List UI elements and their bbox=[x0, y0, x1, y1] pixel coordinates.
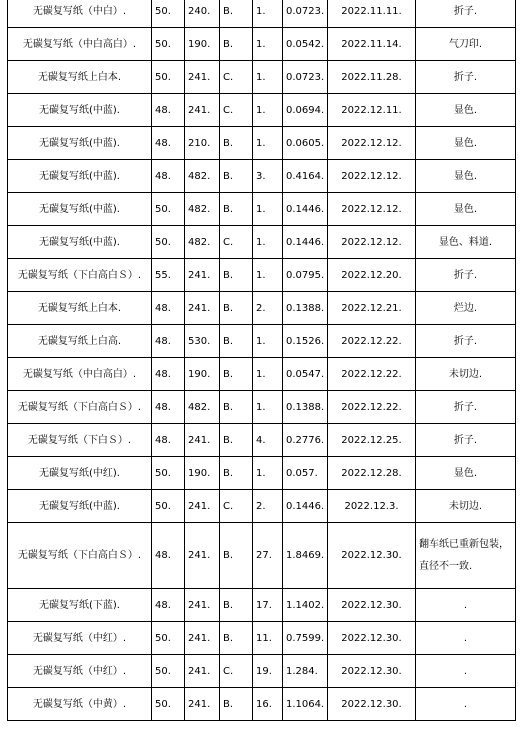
width-cell: 482. bbox=[185, 193, 220, 226]
width-cell: 241. bbox=[185, 61, 220, 94]
grade-cell: B. bbox=[220, 0, 253, 28]
width-cell: 241. bbox=[185, 688, 220, 721]
amount-cell: 0.1446. bbox=[283, 193, 328, 226]
table-row bbox=[8, 457, 516, 490]
quantity-cell: 1. bbox=[253, 28, 283, 61]
grade-cell: B. bbox=[220, 127, 253, 160]
grade-cell: B. bbox=[220, 28, 253, 61]
amount-cell: 0.0605. bbox=[283, 127, 328, 160]
grade-cell: B. bbox=[220, 325, 253, 358]
grade-cell: C. bbox=[220, 61, 253, 94]
product-name-cell: 无碳复写纸(下蓝). bbox=[8, 589, 152, 622]
width-cell: 482. bbox=[185, 160, 220, 193]
remark-cell bbox=[416, 358, 516, 391]
product-name-cell: 无碳复写纸（中黄）. bbox=[8, 688, 152, 721]
grade-cell: C. bbox=[220, 655, 253, 688]
quantity-cell: 1. bbox=[253, 457, 283, 490]
amount-cell: 0.2776. bbox=[283, 424, 328, 457]
grade-cell: C. bbox=[220, 94, 253, 127]
weight-cell: 50. bbox=[152, 193, 185, 226]
remark-cell bbox=[416, 61, 516, 94]
date-cell: 2022.12.22. bbox=[328, 391, 416, 424]
remark-cell bbox=[416, 622, 516, 655]
width-cell: 190. bbox=[185, 358, 220, 391]
quantity-cell: 19. bbox=[253, 655, 283, 688]
width-cell: 241. bbox=[185, 424, 220, 457]
date-cell: 2022.12.12. bbox=[328, 226, 416, 259]
amount-cell: 1.1064. bbox=[283, 688, 328, 721]
product-name-cell: 无碳复写纸（中红）. bbox=[8, 655, 152, 688]
remark-line: 未切边. bbox=[448, 500, 483, 512]
remark-line: 显色. bbox=[453, 203, 478, 215]
product-name-cell: 无碳复写纸上白本. bbox=[8, 61, 152, 94]
product-name-cell: 无碳复写纸（中白）. bbox=[8, 0, 152, 28]
product-name-cell: 无碳复写纸（下白Ｓ）. bbox=[8, 424, 152, 457]
quantity-cell: 1. bbox=[253, 325, 283, 358]
table-row bbox=[8, 127, 516, 160]
amount-cell: 0.0547. bbox=[283, 358, 328, 391]
quantity-cell: 1. bbox=[253, 127, 283, 160]
grade-cell: B. bbox=[220, 589, 253, 622]
weight-cell: 50. bbox=[152, 655, 185, 688]
grade-cell: B. bbox=[220, 358, 253, 391]
date-cell: 2022.12.28. bbox=[328, 457, 416, 490]
table-row bbox=[8, 589, 516, 622]
amount-cell: 0.0795. bbox=[283, 259, 328, 292]
weight-cell: 48. bbox=[152, 391, 185, 424]
remark-line: . bbox=[463, 632, 468, 644]
weight-cell: 48. bbox=[152, 127, 185, 160]
grade-cell: B. bbox=[220, 391, 253, 424]
product-name-cell: 无碳复写纸（中红）. bbox=[8, 622, 152, 655]
amount-cell: 1.8469. bbox=[283, 523, 328, 589]
remark-line: 显色. bbox=[453, 170, 478, 182]
remark-line: 折子. bbox=[453, 71, 478, 83]
table-row bbox=[8, 325, 516, 358]
remark-line: 显色、料道. bbox=[438, 236, 493, 248]
width-cell: 190. bbox=[185, 28, 220, 61]
date-cell: 2022.12.30. bbox=[328, 622, 416, 655]
remark-cell bbox=[416, 292, 516, 325]
remark-cell bbox=[416, 94, 516, 127]
quantity-cell: 4. bbox=[253, 424, 283, 457]
width-cell: 240. bbox=[185, 0, 220, 28]
remark-cell bbox=[416, 391, 516, 424]
table-body bbox=[8, 0, 516, 721]
grade-cell: B. bbox=[220, 688, 253, 721]
product-name-cell: 无碳复写纸（中白高白）. bbox=[8, 28, 152, 61]
amount-cell: 0.1446. bbox=[283, 490, 328, 523]
weight-cell: 48. bbox=[152, 94, 185, 127]
quantity-cell: 27. bbox=[253, 523, 283, 589]
product-name-cell: 无碳复写纸上白高. bbox=[8, 325, 152, 358]
quantity-cell: 1. bbox=[253, 226, 283, 259]
quantity-cell: 1. bbox=[253, 61, 283, 94]
width-cell: 241. bbox=[185, 655, 220, 688]
quantity-cell: 17. bbox=[253, 589, 283, 622]
remark-line: 折子. bbox=[453, 335, 478, 347]
width-cell: 241. bbox=[185, 292, 220, 325]
quantity-cell: 1. bbox=[253, 0, 283, 28]
weight-cell: 48. bbox=[152, 325, 185, 358]
grade-cell: B. bbox=[220, 193, 253, 226]
amount-cell: 0.1446. bbox=[283, 226, 328, 259]
date-cell: 2022.12.25. bbox=[328, 424, 416, 457]
date-cell: 2022.12.22. bbox=[328, 358, 416, 391]
table-row bbox=[8, 424, 516, 457]
width-cell: 241. bbox=[185, 523, 220, 589]
amount-cell: 0.1388. bbox=[283, 292, 328, 325]
amount-cell: 0.1388. bbox=[283, 391, 328, 424]
grade-cell: B. bbox=[220, 292, 253, 325]
quantity-cell: 11. bbox=[253, 622, 283, 655]
remark-line: . bbox=[463, 665, 468, 677]
weight-cell: 50. bbox=[152, 688, 185, 721]
date-cell: 2022.11.14. bbox=[328, 28, 416, 61]
remark-line: . bbox=[463, 698, 468, 710]
remark-line: 显色. bbox=[453, 467, 478, 479]
weight-cell: 48. bbox=[152, 358, 185, 391]
date-cell: 2022.12.20. bbox=[328, 259, 416, 292]
grade-cell: B. bbox=[220, 622, 253, 655]
grade-cell: C. bbox=[220, 490, 253, 523]
table-row bbox=[8, 292, 516, 325]
weight-cell: 50. bbox=[152, 226, 185, 259]
table-row bbox=[8, 490, 516, 523]
weight-cell: 50. bbox=[152, 622, 185, 655]
weight-cell: 48. bbox=[152, 589, 185, 622]
date-cell: 2022.12.12. bbox=[328, 160, 416, 193]
remark-line: 直径不一致. bbox=[419, 560, 473, 572]
remark-line: . bbox=[463, 599, 468, 611]
product-name-cell: 无碳复写纸(中蓝). bbox=[8, 490, 152, 523]
remark-cell bbox=[416, 0, 516, 28]
table-row bbox=[8, 688, 516, 721]
product-name-cell: 无碳复写纸(中蓝). bbox=[8, 127, 152, 160]
grade-cell: B. bbox=[220, 259, 253, 292]
width-cell: 482. bbox=[185, 226, 220, 259]
amount-cell: 1.1402. bbox=[283, 589, 328, 622]
width-cell: 482. bbox=[185, 391, 220, 424]
grade-cell: B. bbox=[220, 457, 253, 490]
amount-cell: 1.284. bbox=[283, 655, 328, 688]
remark-cell bbox=[416, 28, 516, 61]
remark-cell bbox=[416, 226, 516, 259]
weight-cell: 48. bbox=[152, 523, 185, 589]
date-cell: 2022.12.12. bbox=[328, 193, 416, 226]
amount-cell: 0.1526. bbox=[283, 325, 328, 358]
remark-line: 折子. bbox=[453, 269, 478, 281]
width-cell: 241. bbox=[185, 589, 220, 622]
remark-line: 显色. bbox=[453, 104, 478, 116]
remark-cell bbox=[416, 193, 516, 226]
quantity-cell: 2. bbox=[253, 490, 283, 523]
grade-cell: C. bbox=[220, 226, 253, 259]
weight-cell: 50. bbox=[152, 61, 185, 94]
table-row bbox=[8, 193, 516, 226]
remark-cell bbox=[416, 655, 516, 688]
quantity-cell: 1. bbox=[253, 358, 283, 391]
weight-cell: 50. bbox=[152, 0, 185, 28]
table-row bbox=[8, 622, 516, 655]
grade-cell: B. bbox=[220, 424, 253, 457]
remark-line: 折子. bbox=[453, 5, 478, 17]
product-name-cell: 无碳复写纸(中蓝). bbox=[8, 94, 152, 127]
table-row bbox=[8, 61, 516, 94]
remark-cell bbox=[416, 160, 516, 193]
amount-cell: 0.0542. bbox=[283, 28, 328, 61]
quantity-cell: 16. bbox=[253, 688, 283, 721]
amount-cell: 0.0694. bbox=[283, 94, 328, 127]
remark-cell bbox=[416, 523, 516, 589]
date-cell: 2022.11.28. bbox=[328, 61, 416, 94]
quantity-cell: 2. bbox=[253, 292, 283, 325]
table-row bbox=[8, 94, 516, 127]
grade-cell: B. bbox=[220, 160, 253, 193]
weight-cell: 55. bbox=[152, 259, 185, 292]
weight-cell: 48. bbox=[152, 424, 185, 457]
table-row bbox=[8, 226, 516, 259]
table-row bbox=[8, 391, 516, 424]
table-row bbox=[8, 28, 516, 61]
weight-cell: 50. bbox=[152, 457, 185, 490]
product-name-cell: 无碳复写纸上白本. bbox=[8, 292, 152, 325]
width-cell: 530. bbox=[185, 325, 220, 358]
quantity-cell: 3. bbox=[253, 160, 283, 193]
remark-cell bbox=[416, 259, 516, 292]
weight-cell: 48. bbox=[152, 292, 185, 325]
table-row bbox=[8, 160, 516, 193]
date-cell: 2022.12.3. bbox=[328, 490, 416, 523]
remark-cell bbox=[416, 424, 516, 457]
remark-cell bbox=[416, 325, 516, 358]
remark-line: 未切边. bbox=[448, 368, 483, 380]
amount-cell: 0.057. bbox=[283, 457, 328, 490]
date-cell: 2022.12.30. bbox=[328, 523, 416, 589]
width-cell: 190. bbox=[185, 457, 220, 490]
width-cell: 210. bbox=[185, 127, 220, 160]
remark-cell bbox=[416, 127, 516, 160]
amount-cell: 0.0723. bbox=[283, 61, 328, 94]
remark-line: 气刀印. bbox=[448, 38, 483, 50]
table-row bbox=[8, 0, 516, 28]
date-cell: 2022.12.12. bbox=[328, 127, 416, 160]
date-cell: 2022.12.22. bbox=[328, 325, 416, 358]
table-row bbox=[8, 259, 516, 292]
remark-line: 翻车纸已重新包装， bbox=[419, 538, 509, 550]
date-cell: 2022.12.21. bbox=[328, 292, 416, 325]
remark-line: 折子. bbox=[453, 434, 478, 446]
date-cell: 2022.12.11. bbox=[328, 94, 416, 127]
date-cell: 2022.12.30. bbox=[328, 655, 416, 688]
product-name-cell: 无碳复写纸（下白高白Ｓ）. bbox=[8, 259, 152, 292]
amount-cell: 0.7599. bbox=[283, 622, 328, 655]
inventory-table bbox=[7, 0, 516, 721]
amount-cell: 0.0723. bbox=[283, 0, 328, 28]
quantity-cell: 1. bbox=[253, 94, 283, 127]
product-name-cell: 无碳复写纸（下白高白Ｓ）. bbox=[8, 523, 152, 589]
weight-cell: 50. bbox=[152, 28, 185, 61]
product-name-cell: 无碳复写纸(中红). bbox=[8, 457, 152, 490]
product-name-cell: 无碳复写纸（中白高白）. bbox=[8, 358, 152, 391]
product-name-cell: 无碳复写纸(中蓝). bbox=[8, 193, 152, 226]
amount-cell: 0.4164. bbox=[283, 160, 328, 193]
product-name-cell: 无碳复写纸（下白高白Ｓ）. bbox=[8, 391, 152, 424]
date-cell: 2022.11.11. bbox=[328, 0, 416, 28]
remark-cell bbox=[416, 457, 516, 490]
weight-cell: 50. bbox=[152, 490, 185, 523]
product-name-cell: 无碳复写纸(中蓝). bbox=[8, 226, 152, 259]
table-row bbox=[8, 655, 516, 688]
quantity-cell: 1. bbox=[253, 391, 283, 424]
remark-cell bbox=[416, 490, 516, 523]
quantity-cell: 1. bbox=[253, 259, 283, 292]
remark-cell bbox=[416, 589, 516, 622]
grade-cell: B. bbox=[220, 523, 253, 589]
date-cell: 2022.12.30. bbox=[328, 589, 416, 622]
remark-cell bbox=[416, 688, 516, 721]
table-row bbox=[8, 523, 516, 589]
width-cell: 241. bbox=[185, 94, 220, 127]
remark-line: 折子. bbox=[453, 401, 478, 413]
remark-line: 烂边. bbox=[453, 302, 478, 314]
width-cell: 241. bbox=[185, 259, 220, 292]
table-row bbox=[8, 358, 516, 391]
date-cell: 2022.12.30. bbox=[328, 688, 416, 721]
quantity-cell: 1. bbox=[253, 193, 283, 226]
weight-cell: 48. bbox=[152, 160, 185, 193]
product-name-cell: 无碳复写纸(中蓝). bbox=[8, 160, 152, 193]
remark-line: 显色. bbox=[453, 137, 478, 149]
width-cell: 241. bbox=[185, 622, 220, 655]
width-cell: 241. bbox=[185, 490, 220, 523]
